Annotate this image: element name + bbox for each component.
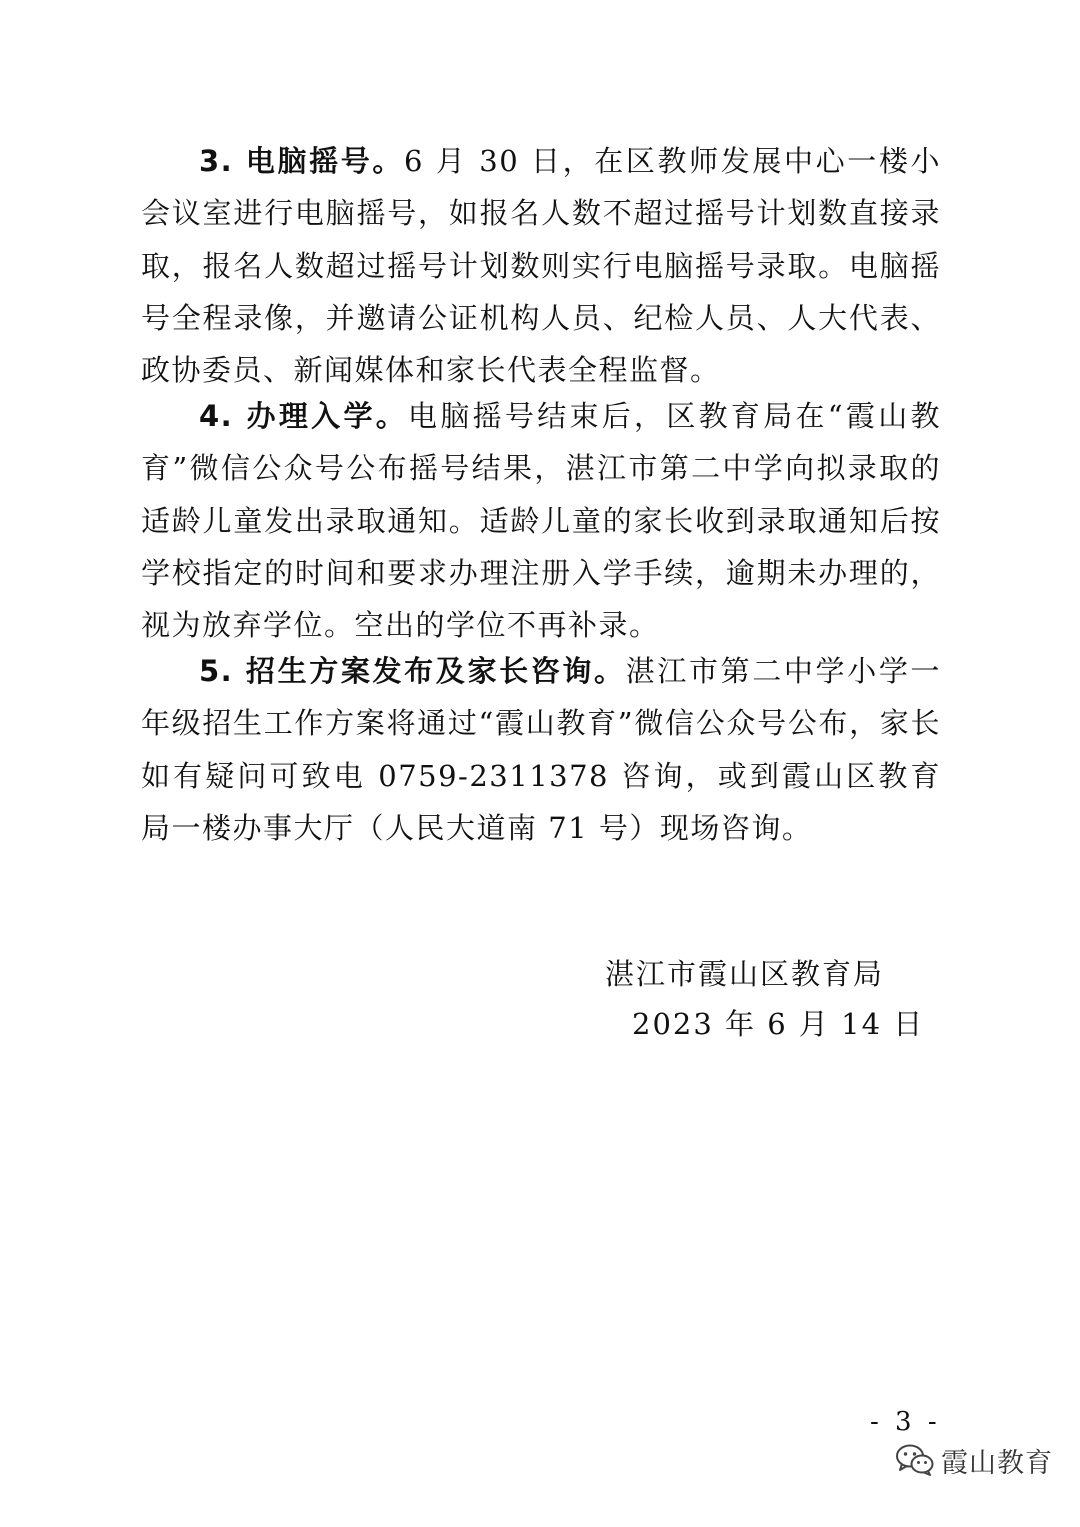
wechat-icon	[895, 1443, 935, 1477]
paragraph-heading: 3. 电脑摇号。	[199, 144, 405, 178]
paragraph-heading: 4. 办理入学。	[199, 399, 409, 433]
paragraph-computer-lottery	[141, 135, 941, 396]
watermark-account-name: 霞山教育	[941, 1447, 1053, 1479]
paragraph-body: 湛江市第二中学小学一年级招生工作方案将通过“霞山教育”微信公众号公布，家长如有疑问可致电 0759-2311378 咨询，或到霞山区教育局一楼办事大厅（人民大道南 71 号）现场咨询。	[141, 654, 941, 845]
page-number: - 3 -	[870, 1407, 941, 1437]
paragraph-enrollment	[141, 390, 941, 651]
paragraph-heading: 5. 招生方案发布及家长咨询。	[199, 654, 626, 688]
paragraph-plan-release-consultation	[141, 645, 941, 854]
signature-organization: 湛江市霞山区教育局	[605, 957, 885, 991]
paragraph-body: 6 月 30 日，在区教师发展中心一楼小会议室进行电脑摇号，如报名人数不超过摇号计划数直接录取，报名人数超过摇号计划数则实行电脑摇号录取。电脑摇号全程录像，并邀请公证机构人员、纪检人员、人大代表、政协委员、新闻媒体和家长代表全程监督。	[141, 144, 941, 388]
paragraph-body: 电脑摇号结束后，区教育局在“霞山教育”微信公众号公布摇号结果，湛江市第二中学向拟录取的适龄儿童发出录取通知。适龄儿童的家长收到录取通知后按学校指定的时间和要求办理注册入学手续，逾期未办理的，视为放弃学位。空出的学位不再补录。	[141, 399, 941, 643]
signature-date: 2023 年 6 月 14 日	[632, 1007, 925, 1041]
wechat-watermark	[895, 1440, 1053, 1480]
